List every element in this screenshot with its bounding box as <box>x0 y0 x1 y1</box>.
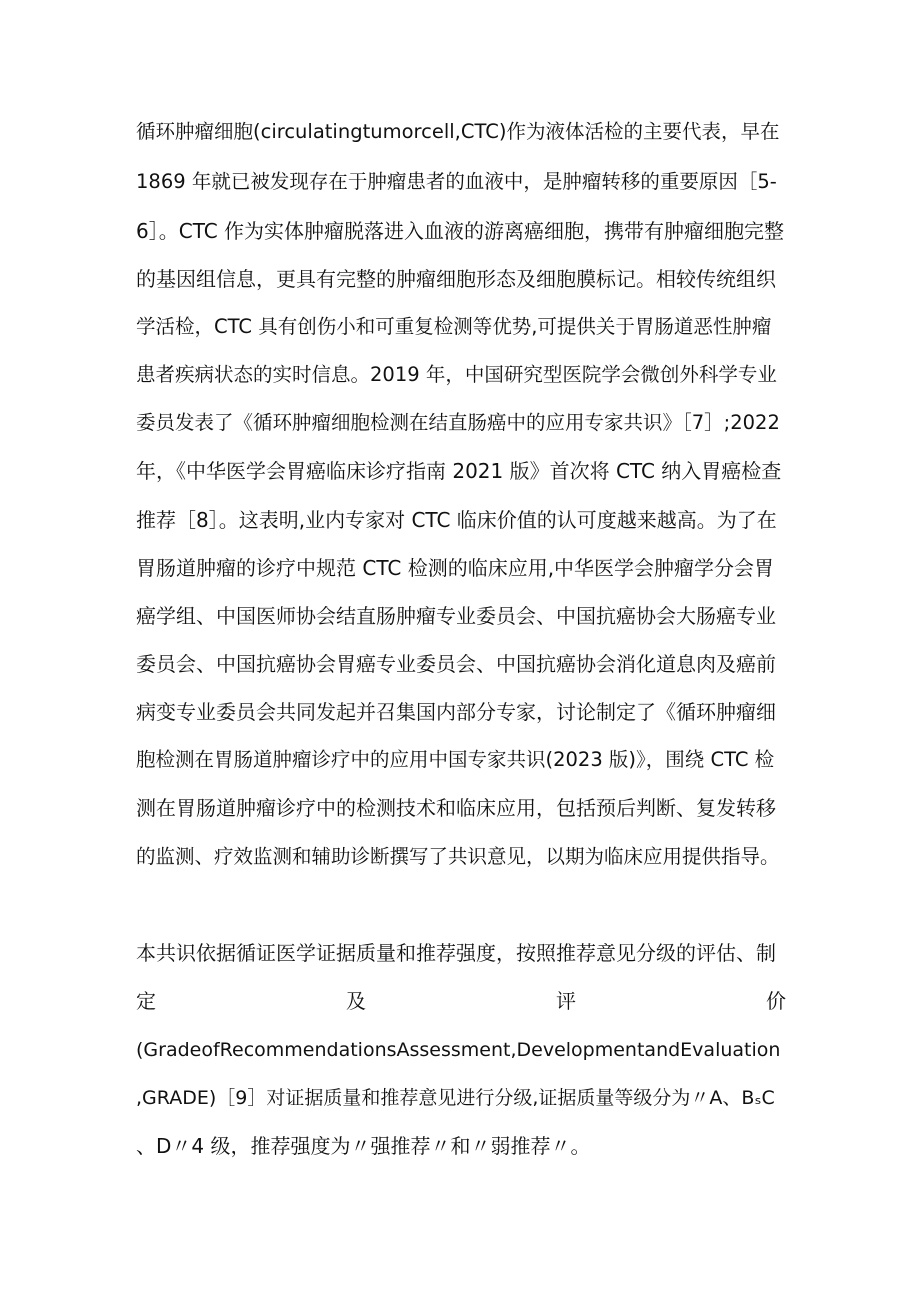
text-line: 6］。CTC 作为实体肿瘤脱落进入血液的游离癌细胞，携带有肿瘤细胞完整 <box>136 219 785 243</box>
text-line: 胞检测在胃肠道肿瘤诊疗中的应用中国专家共识(2023 版)》，围绕 CTC 检 <box>136 748 775 771</box>
text-line: 循环肿瘤细胞(circulatingtumorcell,CTC)作为液体活检的主要代表，早在 <box>136 120 780 143</box>
text-line: 委员会、中国抗癌协会胃癌专业委员会、中国抗癌协会消化道息肉及癌前 <box>136 652 776 676</box>
text-line: 年，《中华医学会胃癌临床诊疗指南 2021 版》首次将 CTC 纳入胃癌检查 <box>136 459 782 483</box>
text-line: ,GRADE)［9］对证据质量和推荐意见进行分级,证据质量等级分为〃A、BₛC <box>136 1087 775 1109</box>
word: 及 <box>346 989 366 1013</box>
text-line: 推荐［8］。这表明,业内专家对 CTC 临床价值的认可度越来越高。为了在 <box>136 508 777 532</box>
text-line: 病变专业委员会共同发起并召集国内部分专家，讨论制定了《循环肿瘤细 <box>136 700 776 724</box>
text-line: 测在胃肠道肿瘤诊疗中的检测技术和临床应用，包括预后判断、复发转移 <box>136 796 776 820</box>
text-line: 学活检，CTC 具有创伤小和可重复检测等优势,可提供关于胃肠道恶性肿瘤 <box>136 315 772 338</box>
text-line: 1869 年就已被发现存在于肿瘤患者的血液中，是肿瘤转移的重要原因［5- <box>136 170 777 193</box>
text-line: 的基因组信息，更具有完整的肿瘤细胞形态及细胞膜标记。相较传统组织 <box>136 267 776 291</box>
text-line: 委员发表了《循环肿瘤细胞检测在结直肠癌中的应用专家共识》［7］;2022 <box>136 411 780 434</box>
word: 价 <box>766 989 786 1013</box>
word: 定 <box>136 989 156 1013</box>
text-line: 、D〃4 级，推荐强度为〃强推荐〃和〃弱推荐〃。 <box>136 1134 591 1158</box>
text-line: 胃肠道肿瘤的诊疗中规范 CTC 检测的临床应用,中华医学会肿瘤学分会胃 <box>136 556 775 580</box>
word: 评 <box>556 989 576 1013</box>
text-line: 本共识依据循证医学证据质量和推荐强度，按照推荐意见分级的评估、制 <box>136 941 776 965</box>
text-line: 患者疾病状态的实时信息。2019 年，中国研究型医院学会微创外科学专业 <box>136 363 777 386</box>
text-line: 癌学组、中国医师协会结直肠肿瘤专业委员会、中国抗癌协会大肠癌专业 <box>136 604 776 628</box>
text-line-justified <box>136 987 786 1015</box>
text-line: (GradeofRecommendationsAssessment,DevelopmentandEvaluation <box>136 1039 781 1061</box>
text-line: 的监测、疗效监测和辅助诊断撰写了共识意见，以期为临床应用提供指导。 <box>136 845 780 868</box>
